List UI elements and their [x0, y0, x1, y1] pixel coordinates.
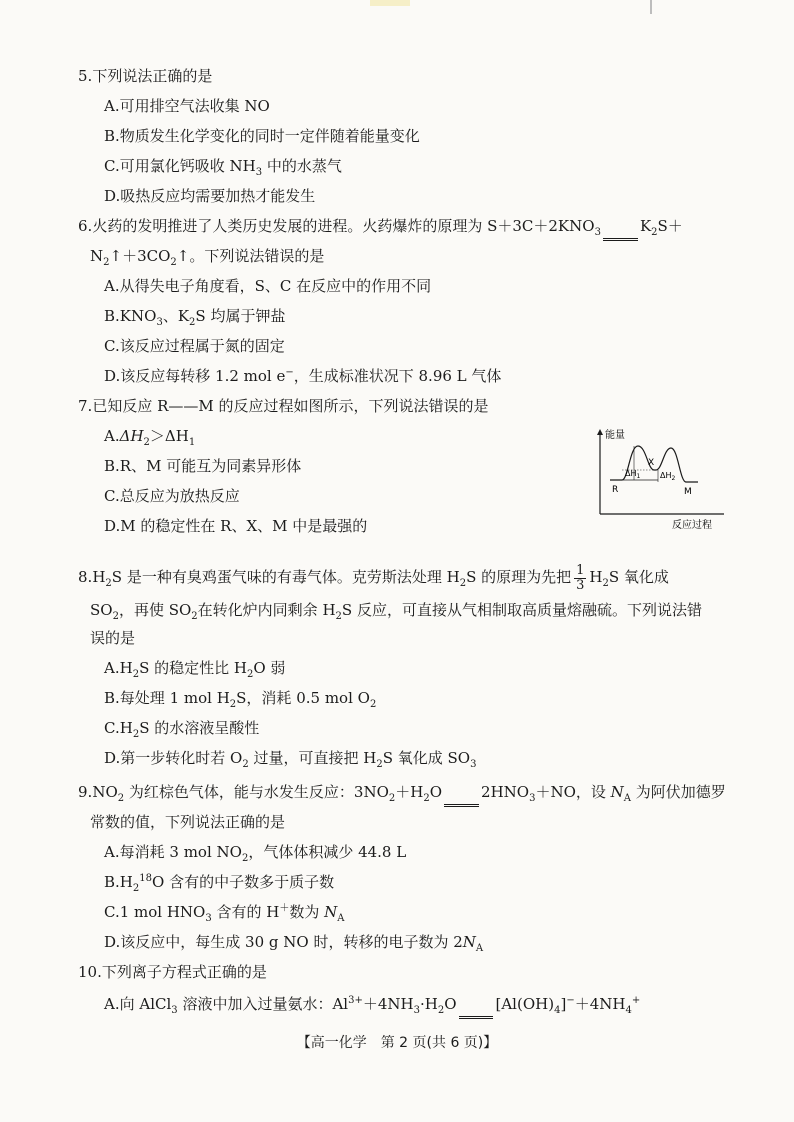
q9-option-a: A.每消耗 3 mol $NO_2$，气体体积减少 44.8 L: [104, 843, 407, 864]
q8-option-a: $A.H_2S$ 的稳定性比 $H_2O$ 弱: [104, 659, 286, 680]
q7-option-a: $A.\Delta H_2>\Delta H_1$: [104, 427, 196, 448]
q6-option-c: C.该反应过程属于氮的固定: [104, 337, 285, 355]
q6-option-b: $B.KNO_3$、$K_2S$ 均属于钾盐: [104, 307, 286, 328]
q8-option-d: D.第一步转化时若 $O_2$ 过量，可直接把 $H_2S$ 氧化成 $SO_3$: [104, 749, 477, 770]
question-6-stem: 6.火药的发明推进了人类历史发展的进程。火药爆炸的原理为 $S+3C+2KNO_3$ $K_2S+$: [78, 217, 683, 238]
q5-option-b: B.物质发生化学变化的同时一定伴随着能量变化: [104, 127, 420, 145]
y-axis-arrow: [597, 429, 603, 435]
question-8-stem: $8.H_2S$ 是一种有臭鸡蛋气味的有毒气体。克劳斯法处理 $H_2S$ 的原理为先把 $\frac{1}{3}$ $H_2S$ 氧化成: [78, 562, 669, 593]
question-9-stem-line2: 常数的值，下列说法正确的是: [90, 813, 286, 831]
q7-option-b: B.R、M 可能互为同素异形体: [104, 457, 302, 475]
question-7-stem: 7.已知反应 R——M 的反应过程如图所示，下列说法错误的是: [78, 397, 489, 415]
x-intermediate-label: X: [648, 458, 655, 468]
q9-option-b: $B.H_2^{18}O$ 含有的中子数多于质子数: [104, 873, 335, 894]
q9-option-d: D.该反应中，每生成 30 g NO 时，转移的电子数为 $2N_A$: [104, 933, 484, 954]
page-footer: 【高一化学 第 2 页(共 6 页)】: [296, 1035, 498, 1051]
q5-option-d: D.吸热反应均需要加热才能发生: [104, 187, 316, 205]
question-5-stem: 5.下列说法正确的是: [78, 67, 213, 85]
question-9-stem: $9.NO_2$ 为红棕色气体，能与水发生反应：$3NO_2+H_2O$ $2HNO_3+NO$，设 $N_A$ 为阿伏加德罗: [78, 783, 726, 804]
q8-option-b: B.每处理 1 mol $H_2S$，消耗 0.5 mol $O_2$: [104, 689, 377, 710]
q5-option-c: C.可用氯化钙吸收 $NH_3$ 中的水蒸气: [104, 157, 342, 178]
energy-profile-diagram: [592, 428, 734, 532]
x-axis-label: 反应过程: [672, 520, 712, 531]
scan-mark: [370, 0, 410, 6]
fraction-one-third: $\frac{1}{3}$: [576, 562, 585, 593]
question-10-stem: 10.下列离子方程式正确的是: [78, 963, 267, 981]
m-label: M: [684, 487, 692, 497]
q10-option-a: A.向 AlCl$_3$ 溶液中加入过量氨水：$Al^{3+}+4NH_3\cdot H_2O$ $[Al(OH)_4]^-+4NH_4^+$: [104, 995, 641, 1016]
q6-option-a: A.从得失电子角度看，S、C 在反应中的作用不同: [104, 277, 432, 295]
dh1-label: $\Delta H_1$: [625, 469, 641, 480]
question-8-stem-line2: $SO_2$，再使 $SO_2$在转化炉内同剩余 $H_2S$ 反应，可直接从气相制取高质量熔融硫。下列说法错: [90, 601, 702, 622]
question-6-stem-line2: $N_2↑+3CO_2↑$。下列说法错误的是: [90, 247, 325, 268]
r-label: R: [612, 485, 619, 495]
q8-option-c: $C.H_2S$ 的水溶液呈酸性: [104, 719, 260, 740]
y-axis-label: 能量: [605, 430, 625, 441]
dh2-label: $\Delta H_2$: [660, 471, 676, 482]
q5-option-a: A.可用排空气法收集 NO: [104, 97, 270, 115]
q9-option-c: C.1 mol $HNO_3$ 含有的 H＋数为 $N_A$: [104, 903, 345, 924]
scan-mark: [650, 0, 652, 14]
q6-option-d: D.该反应每转移 1.2 mol e−，生成标准状况下 8.96 L 气体: [104, 367, 502, 385]
question-8-stem-line3: 误的是: [90, 629, 136, 647]
q7-option-d: D.M 的稳定性在 R、X、M 中是最强的: [104, 517, 368, 535]
q7-option-c: C.总反应为放热反应: [104, 487, 240, 505]
